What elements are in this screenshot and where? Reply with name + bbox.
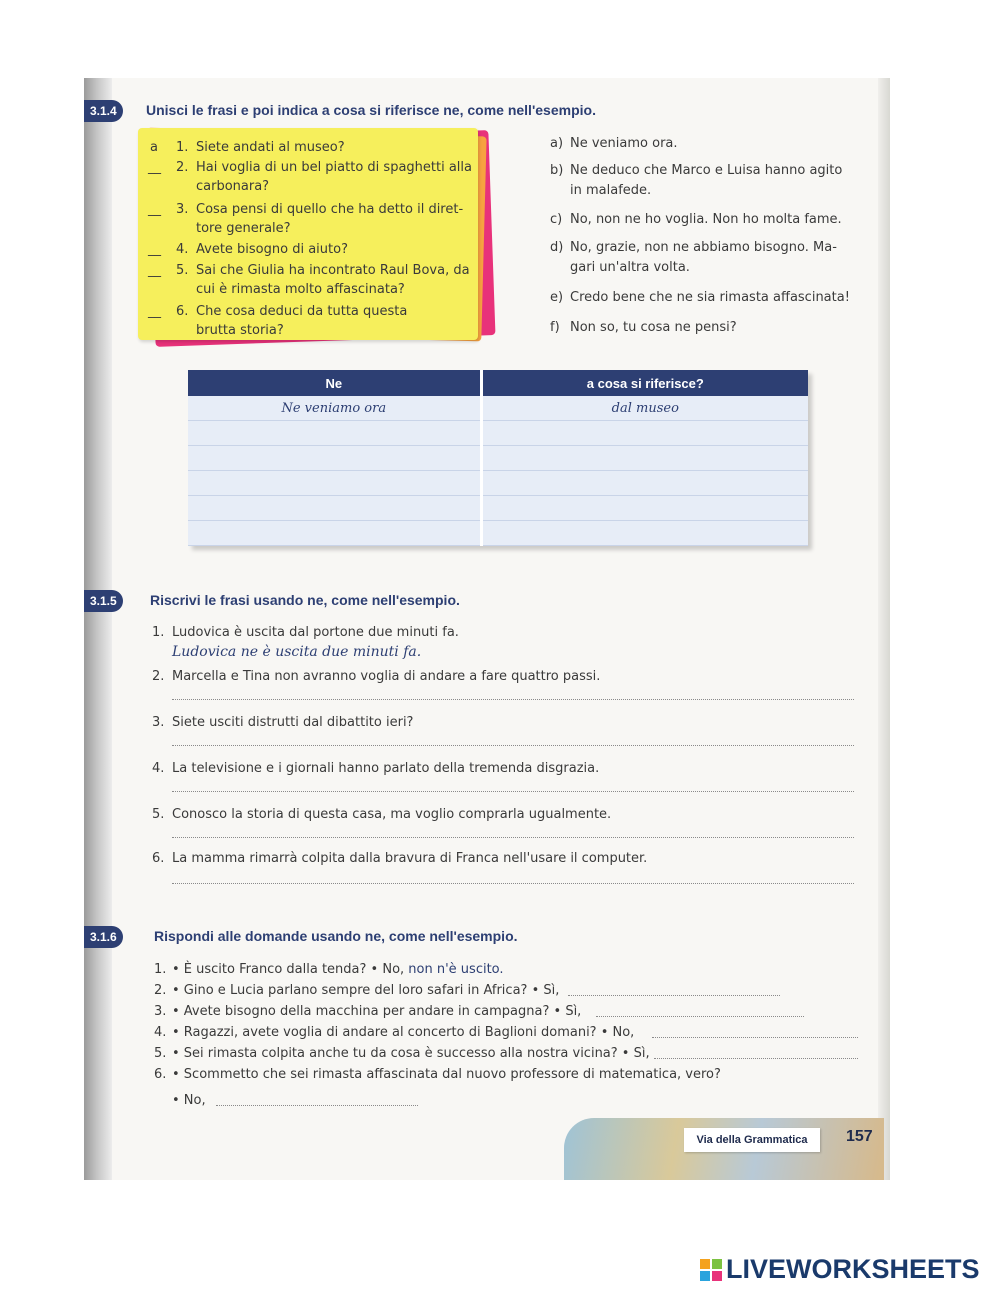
answer-line[interactable] <box>596 1015 804 1017</box>
question-text: tore generale? <box>196 221 291 236</box>
liveworksheets-logo-icon <box>700 1259 722 1281</box>
table-row <box>188 396 808 421</box>
table-cell-reference[interactable] <box>481 521 808 546</box>
table-row[interactable] <box>188 471 808 496</box>
dialogue-text: • È uscito Franco dalla tenda? • No, <box>172 962 409 977</box>
table-cell-ne[interactable] <box>188 496 481 521</box>
sentence-number: 2. <box>152 669 165 684</box>
table-cell-reference: dal museo <box>481 396 808 421</box>
logo-square <box>700 1259 710 1269</box>
table-header-reference: a cosa si riferisce? <box>481 370 808 396</box>
page-edge <box>878 78 890 1180</box>
question-number: 6. <box>176 304 189 319</box>
answer-line[interactable] <box>172 790 854 792</box>
logo-square <box>700 1271 710 1281</box>
exercise-315-heading: Riscrivi le frasi usando ne, come nell'esempio. <box>150 592 460 608</box>
question-number: 5. <box>176 263 189 278</box>
sentence-text: Conosco la storia di questa casa, ma voglio comprarla ugualmente. <box>172 807 612 822</box>
exercise-badge-316: 3.1.6 <box>84 926 123 948</box>
question-text: Cosa pensi di quello che ha detto il diret- <box>196 202 464 217</box>
answer-text: Non so, tu cosa ne pensi? <box>570 320 737 335</box>
question-text: cui è rimasta molto affascinata? <box>196 282 405 297</box>
match-answer-1: a <box>150 140 158 155</box>
textbook-page <box>84 78 890 1180</box>
table-cell-reference[interactable] <box>481 421 808 446</box>
match-answer-3[interactable]: __ <box>148 202 161 217</box>
question-number: 4. <box>176 242 189 257</box>
question-text: Che cosa deduci da tutta questa <box>196 304 408 319</box>
table-row[interactable] <box>188 446 808 471</box>
answer-letter: f) <box>550 320 560 335</box>
table-cell-ne[interactable] <box>188 521 481 546</box>
liveworksheets-brand[interactable] <box>700 1254 980 1285</box>
answer-letter: c) <box>550 212 563 227</box>
logo-square <box>712 1259 722 1269</box>
match-answer-5[interactable]: __ <box>148 263 161 278</box>
answer-line[interactable] <box>172 836 854 838</box>
table-row[interactable] <box>188 496 808 521</box>
answer-text: gari un'altra volta. <box>570 260 690 275</box>
answer-text: No, grazie, non ne abbiamo bisogno. Ma- <box>570 240 837 255</box>
match-answer-6[interactable]: __ <box>148 304 161 319</box>
answer-line[interactable] <box>568 994 780 996</box>
answer-line[interactable] <box>216 1104 418 1106</box>
table-cell-ne: Ne veniamo ora <box>188 396 481 421</box>
table-cell-ne[interactable] <box>188 421 481 446</box>
sentence-number: 6. <box>152 851 165 866</box>
answer-letter: b) <box>550 163 564 178</box>
liveworksheets-wordmark: LIVEWORKSHEETS <box>726 1254 980 1284</box>
question-number: 1. <box>154 962 167 977</box>
dialogue-text: • Sei rimasta colpita anche tu da cosa è successo alla nostra vicina? • Sì, <box>172 1046 650 1061</box>
dialogue-text: • Avete bisogno della macchina per andare in campagna? • Sì, <box>172 1004 582 1019</box>
question-text: Sai che Giulia ha incontrato Raul Bova, da <box>196 263 470 278</box>
table-row[interactable] <box>188 421 808 446</box>
book-section-label: Via della Grammatica <box>684 1128 820 1152</box>
table-cell-reference[interactable] <box>481 496 808 521</box>
question-text: Siete andati al museo? <box>196 140 345 155</box>
exercise-badge-315: 3.1.5 <box>84 590 123 612</box>
ne-reference-table <box>188 370 808 546</box>
table-cell-ne[interactable] <box>188 446 481 471</box>
question-number: 3. <box>154 1004 167 1019</box>
answer-text: No, non ne ho voglia. Non ho molta fame. <box>570 212 842 227</box>
answer-line[interactable] <box>652 1036 858 1038</box>
sentence-text: Ludovica è uscita dal portone due minuti fa. <box>172 625 459 640</box>
answer-text: Ne deduco che Marco e Luisa hanno agito <box>570 163 843 178</box>
exercise-badge-314: 3.1.4 <box>84 100 123 122</box>
sentence-number: 1. <box>152 625 165 640</box>
match-answer-4[interactable]: __ <box>148 242 161 257</box>
sentence-text: La televisione e i giornali hanno parlato della tremenda disgrazia. <box>172 761 600 776</box>
answer-letter: a) <box>550 136 564 151</box>
question-number: 5. <box>154 1046 167 1061</box>
sentence-text: Marcella e Tina non avranno voglia di andare a fare quattro passi. <box>172 669 601 684</box>
table-row[interactable] <box>188 521 808 546</box>
page-number: 157 <box>846 1128 873 1145</box>
answer-line[interactable] <box>172 882 854 884</box>
question-number: 1. <box>176 140 189 155</box>
example-answer: Ludovica ne è uscita due minuti fa. <box>172 644 422 660</box>
dialogue-text: • Gino e Lucia parlano sempre del loro safari in Africa? • Sì, <box>172 983 560 998</box>
answer-line[interactable] <box>172 744 854 746</box>
dialogue-text: • Scommetto che sei rimasta affascinata dal nuovo professore di matematica, vero? <box>172 1067 721 1082</box>
sentence-text: Siete usciti distrutti dal dibattito ieri? <box>172 715 414 730</box>
table-cell-reference[interactable] <box>481 446 808 471</box>
table-cell-reference[interactable] <box>481 471 808 496</box>
answer-line[interactable] <box>172 698 854 700</box>
question-text: Avete bisogno di aiuto? <box>196 242 348 257</box>
question-number: 6. <box>154 1067 167 1082</box>
answer-text: Credo bene che ne sia rimasta affascinata! <box>570 290 850 305</box>
question-number: 2. <box>154 983 167 998</box>
sentence-number: 5. <box>152 807 165 822</box>
answer-letter: e) <box>550 290 564 305</box>
answer-line[interactable] <box>654 1057 858 1059</box>
answer-letter: d) <box>550 240 564 255</box>
question-number: 3. <box>176 202 189 217</box>
match-answer-2[interactable]: __ <box>148 160 161 175</box>
sentence-text: La mamma rimarrà colpita dalla bravura di Franca nell'usare il computer. <box>172 851 648 866</box>
book-spine-shadow <box>84 78 112 1180</box>
table-cell-ne[interactable] <box>188 471 481 496</box>
dialogue-text: • Ragazzi, avete voglia di andare al concerto di Baglioni domani? • No, <box>172 1025 635 1040</box>
dialogue-item <box>172 960 504 979</box>
exercise-314-heading: Unisci le frasi e poi indica a cosa si riferisce ne, come nell'esempio. <box>146 102 596 118</box>
exercise-316-heading: Rispondi alle domande usando ne, come nell'esempio. <box>154 928 518 944</box>
dialogue-text: • No, <box>172 1093 206 1108</box>
question-number: 4. <box>154 1025 167 1040</box>
question-number: 2. <box>176 160 189 175</box>
answer-text: Ne veniamo ora. <box>570 136 678 151</box>
question-text: brutta storia? <box>196 323 284 338</box>
question-text: carbonara? <box>196 179 270 194</box>
question-text: Hai voglia di un bel piatto di spaghetti alla <box>196 160 472 175</box>
sentence-number: 3. <box>152 715 165 730</box>
answer-text: in malafede. <box>570 183 652 198</box>
sentence-number: 4. <box>152 761 165 776</box>
example-answer: non n'è uscito. <box>408 962 504 977</box>
table-header-ne: Ne <box>188 370 481 396</box>
logo-square <box>712 1271 722 1281</box>
